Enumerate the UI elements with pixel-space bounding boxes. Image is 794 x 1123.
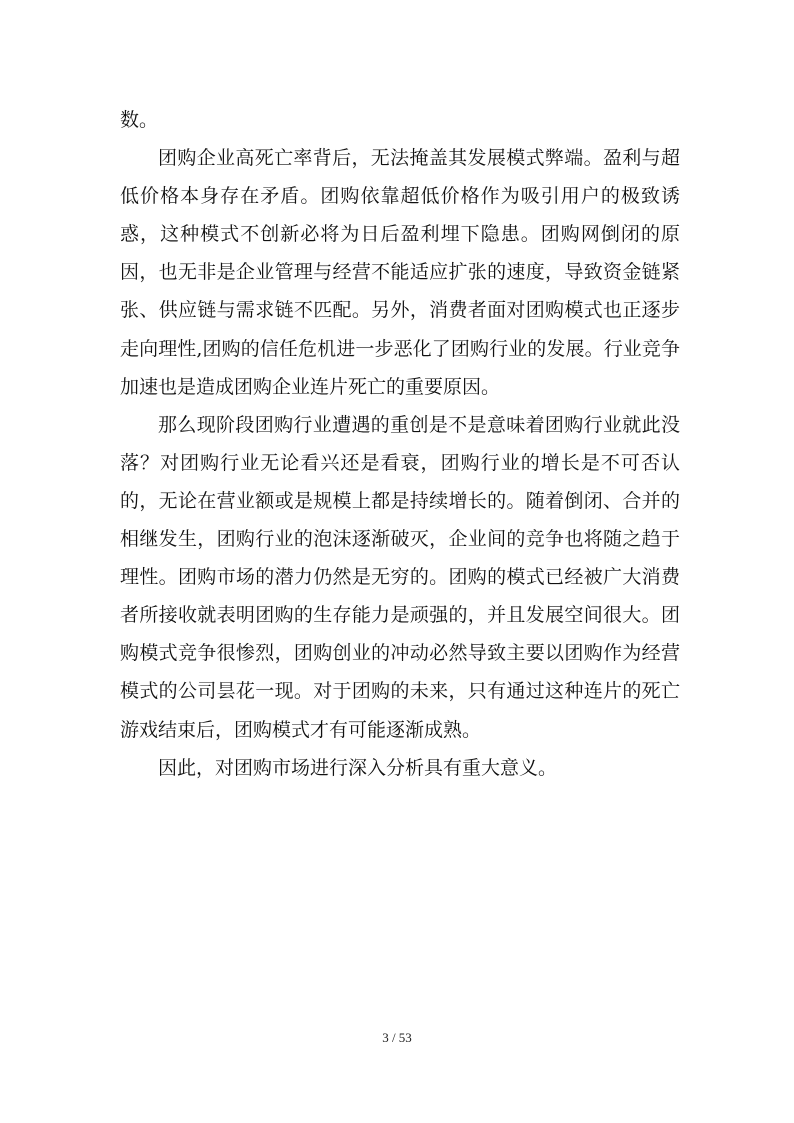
body-text (120, 101, 680, 787)
paragraph-2: 那么现阶段团购行业遭遇的重创是不是意味着团购行业就此没落？对团购行业无论看兴还是看衰，团购行业的增长是不可否认的，无论在营业额或是规模上都是持续增长的。随着倒闭、合并的相继发生，团购行业的泡沫逐渐破灭，企业间的竞争也将随之趋于理性。团购市场的潜力仍然是无穷的。团购的模式已经被广大消费者所接收就表明团购的生存能力是顽强的，并且发展空间很大。团购模式竞争很惨烈，团购创业的冲动必然导致主要以团购作为经营模式的公司昙花一现。对于团购的未来，只有通过这种连片的死亡游戏结束后，团购模式才有可能逐渐成熟。 (120, 413, 680, 741)
paragraph-continuation: 数。 (120, 109, 159, 131)
paragraph-3: 因此，对团购市场进行深入分析具有重大意义。 (158, 756, 558, 779)
paragraph-1: 团购企业高死亡率背后，无法掩盖其发展模式弊端。盈利与超低价格本身存在矛盾。团购依靠超低价格作为吸引用户的极致诱惑，这种模式不创新必将为日后盈利埋下隐患。团购网倒闭的原因，也无非是企业管理与经营不能适应扩张的速度，导致资金链紧张、供应链与需求链不匹配。另外，消费者面对团购模式也正逐步走向理性,团购的信任危机进一步恶化了团购行业的发展。行业竞争加速也是造成团购企业连片死亡的重要原因。 (120, 147, 680, 398)
page-number: 3 / 53 (382, 1030, 412, 1045)
